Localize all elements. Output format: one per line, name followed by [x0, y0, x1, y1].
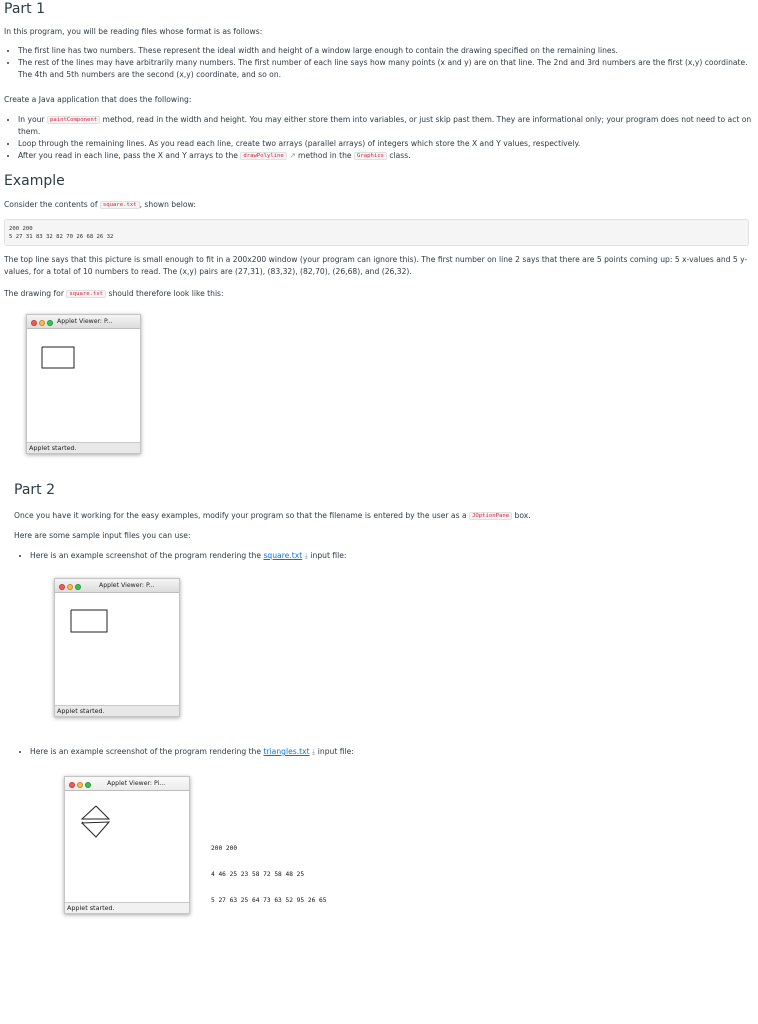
consider-text: Consider the contents of square.txt , shown below: [4, 200, 196, 209]
part1-heading: Part 1 [4, 1, 45, 17]
explain-text: The top line says that this picture is small enough to fit in a 200x200 window (your program can ignore this). The first number on line 2 says that there are 5 points coming up: 5 x-values and 5 y-values, for a total of 10 numbers to read. The (x,y) pairs are (27,31), (83,32), (82,70), (26,68), and (26,32). [4, 255, 748, 276]
example-heading: Example [4, 173, 65, 189]
square-polyline [71, 610, 107, 632]
format-bullet-2: • The rest of the lines may have arbitrarily many numbers. The first number of each line says how many points (x and y) are on that line. The 2nd and 3rd numbers are the first (x,y) coordinate. The 4th and 5th numbers are the second (x,y) coordinate, and so on. [18, 57, 758, 81]
code-joptionpane: JOptionPane [469, 512, 512, 520]
create-text: Create a Java application that does the following: [4, 95, 192, 104]
square-txt-link[interactable]: square.txt [263, 551, 303, 560]
file-line-1: 200 200 [9, 226, 33, 232]
code-square-txt: square.txt [100, 201, 140, 209]
triangles-txt-link[interactable]: triangles.txt [263, 747, 310, 756]
applet-status: Applet started. [65, 902, 189, 913]
applet-window-1 [26, 314, 141, 454]
triangles-drawing [65, 777, 189, 913]
part2-text: Once you have it working for the easy examples, modify your program so that the filename is entered by the user as a JOptionPane box. [14, 511, 531, 520]
download-icon[interactable]: ⤓ [312, 747, 316, 756]
code-square-txt-2: square.txt [66, 290, 106, 298]
download-icon[interactable]: ⤓ [304, 551, 308, 560]
file-line-2: 5 27 31 83 32 82 70 26 68 26 32 [9, 234, 114, 240]
triangles-line-3: 5 27 63 25 64 73 63 52 95 26 65 [211, 897, 327, 905]
code-graphics[interactable]: Graphics [354, 152, 387, 160]
format-list [4, 45, 758, 81]
sample-list-2 [16, 746, 730, 758]
applet-title: Applet Viewer: P... [99, 582, 155, 589]
sample-bullet-2: • Here is an example screenshot of the program rendering the triangles.txt ⤓ input file: [30, 746, 730, 758]
code-paintcomponent: paintComponent [47, 116, 100, 124]
applet-status: Applet started. [27, 442, 140, 453]
triangles-line-1: 200 200 [211, 844, 238, 852]
triangles-file-listing [211, 827, 326, 915]
step-1: • In your paintComponent method, read in the width and height. You may either store them into variables, or just skip past them. They are informational only; your program does not need to act on them. [18, 114, 758, 138]
step-3: • After you read in each line, pass the X and Y arrays to the drawPolyline ↗ method in the Graphics class. [18, 150, 758, 162]
square-polyline [42, 347, 74, 368]
top-triangle [82, 806, 109, 819]
sample-list-1 [16, 550, 730, 562]
triangles-line-2: 4 46 25 23 58 72 58 48 25 [211, 870, 305, 878]
external-link-icon[interactable]: ↗ [289, 151, 296, 160]
square-file-block [4, 219, 749, 246]
applet-status: Applet started. [55, 705, 179, 716]
code-drawpolyline[interactable]: drawPolyline [240, 152, 286, 160]
part1-intro: In this program, you will be reading files whose format is as follows: [4, 27, 263, 36]
square-drawing [55, 579, 179, 716]
format-bullet-1: • The first line has two numbers. These represent the ideal width and height of a window large enough to contain the drawing specified on the remaining lines. [18, 45, 758, 57]
applet-title: Applet Viewer: Pi... [107, 780, 166, 787]
square-drawing [27, 315, 140, 453]
applet-window-3 [64, 776, 190, 914]
part2-heading: Part 2 [14, 482, 55, 498]
applet-window-2 [54, 578, 180, 717]
sample-bullet-1: • Here is an example screenshot of the program rendering the square.txt ⤓ input file: [30, 550, 730, 562]
step-2: • Loop through the remaining lines. As you read each line, create two arrays (parallel arrays) of integers which store the X and Y values, respectively. [18, 138, 758, 150]
drawing-text: The drawing for square.txt should therefore look like this: [4, 289, 224, 298]
samples-text: Here are some sample input files you can use: [14, 531, 191, 540]
bottom-triangle [82, 822, 109, 837]
applet-title: Applet Viewer: P... [57, 318, 113, 325]
steps-list [4, 114, 758, 162]
